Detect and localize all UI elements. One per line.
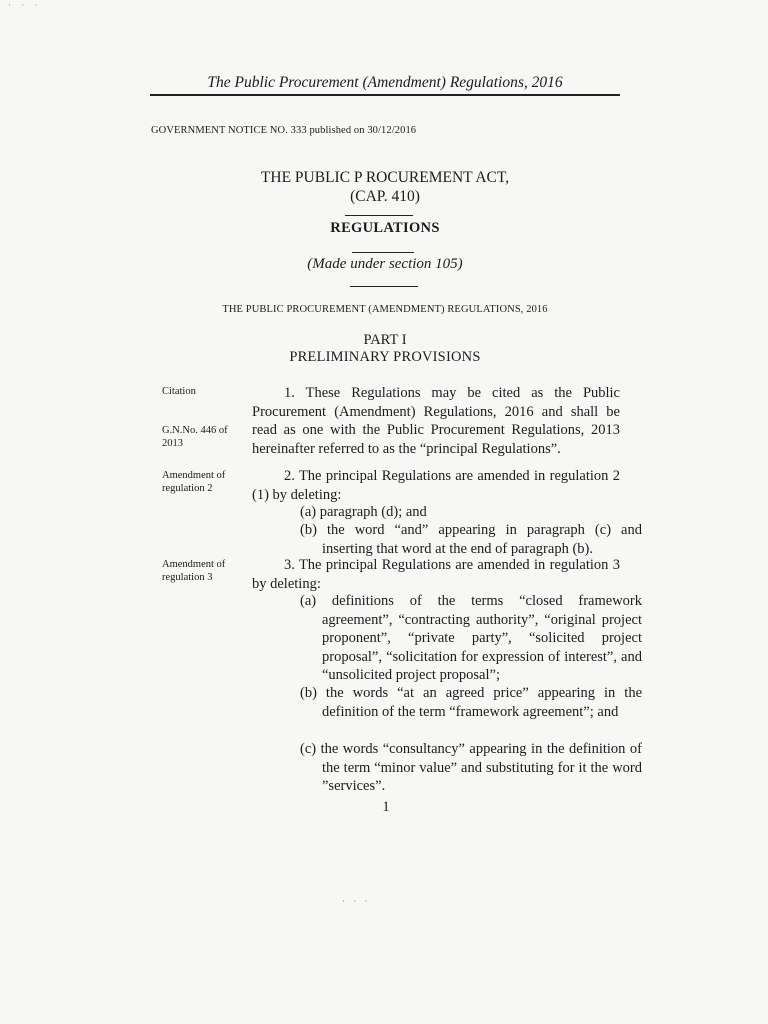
regulation-3-item-c: (c) the words “consultancy” appearing in the definition of the term “minor value” and substituting for it the word ”services”. xyxy=(300,741,642,794)
regulation-2-item-b: (b) the word “and” appearing in paragraph (c) and inserting that word at the end of paragraph (b). xyxy=(300,522,642,557)
separator-rule xyxy=(352,252,414,253)
running-head: The Public Procurement (Amendment) Regulations, 2016 xyxy=(207,74,563,91)
made-under-note: (Made under section 105) xyxy=(307,256,463,272)
part-title: PRELIMINARY PROVISIONS xyxy=(289,349,481,365)
regulation-3-text: 3. The principal Regulations are amended in regulation 3 by deleting: xyxy=(252,557,620,592)
act-chapter: (CAP. 410) xyxy=(350,188,420,205)
regulation-2-item-a: (a) paragraph (d); and xyxy=(300,504,427,520)
regulations-heading: REGULATIONS xyxy=(330,220,440,236)
act-title: THE PUBLIC P ROCUREMENT ACT, xyxy=(260,169,510,186)
margin-note-gn: G.N.No. 446 of 2013 xyxy=(162,425,228,449)
margin-note-amendment-reg2: Amendment of regulation 2 xyxy=(162,470,226,494)
scan-specks: · · · xyxy=(342,896,371,906)
part-number: PART I xyxy=(363,332,407,348)
regulation-1-text: 1. These Regulations may be cited as the Public Procurement (Amendment) Regulations, 2016 and shall be read as one with the Public Procurement Regulations, 2013 hereinafter referred to as the “principal Regulations”. xyxy=(252,385,620,457)
regulation-2-text: 2. The principal Regulations are amended in regulation 2 (1) by deleting: xyxy=(252,468,620,503)
regulations-subtitle: THE PUBLIC PROCUREMENT (AMENDMENT) REGULATIONS, 2016 xyxy=(222,304,548,315)
regulation-3-item-b: (b) the words “at an agreed price” appearing in the definition of the term “framework agreement”; and xyxy=(300,685,642,720)
government-notice: GOVERNMENT NOTICE NO. 333 published on 30/12/2016 xyxy=(151,125,417,136)
scan-specks: · · · xyxy=(8,0,42,10)
separator-rule xyxy=(345,215,413,216)
margin-note-amendment-reg3: Amendment of regulation 3 xyxy=(162,559,226,583)
page-number: 1 xyxy=(382,799,390,815)
regulation-3-item-a: (a) definitions of the terms “closed framework agreement”, “contracting authority”, “original project proponent”, “private party”, “solicited project proposal”, “solicitation for expression of interest”, and “unsolicited project proposal”; xyxy=(300,593,642,683)
margin-note-citation: Citation xyxy=(162,386,196,397)
separator-rule xyxy=(350,286,418,287)
header-rule xyxy=(150,94,620,96)
